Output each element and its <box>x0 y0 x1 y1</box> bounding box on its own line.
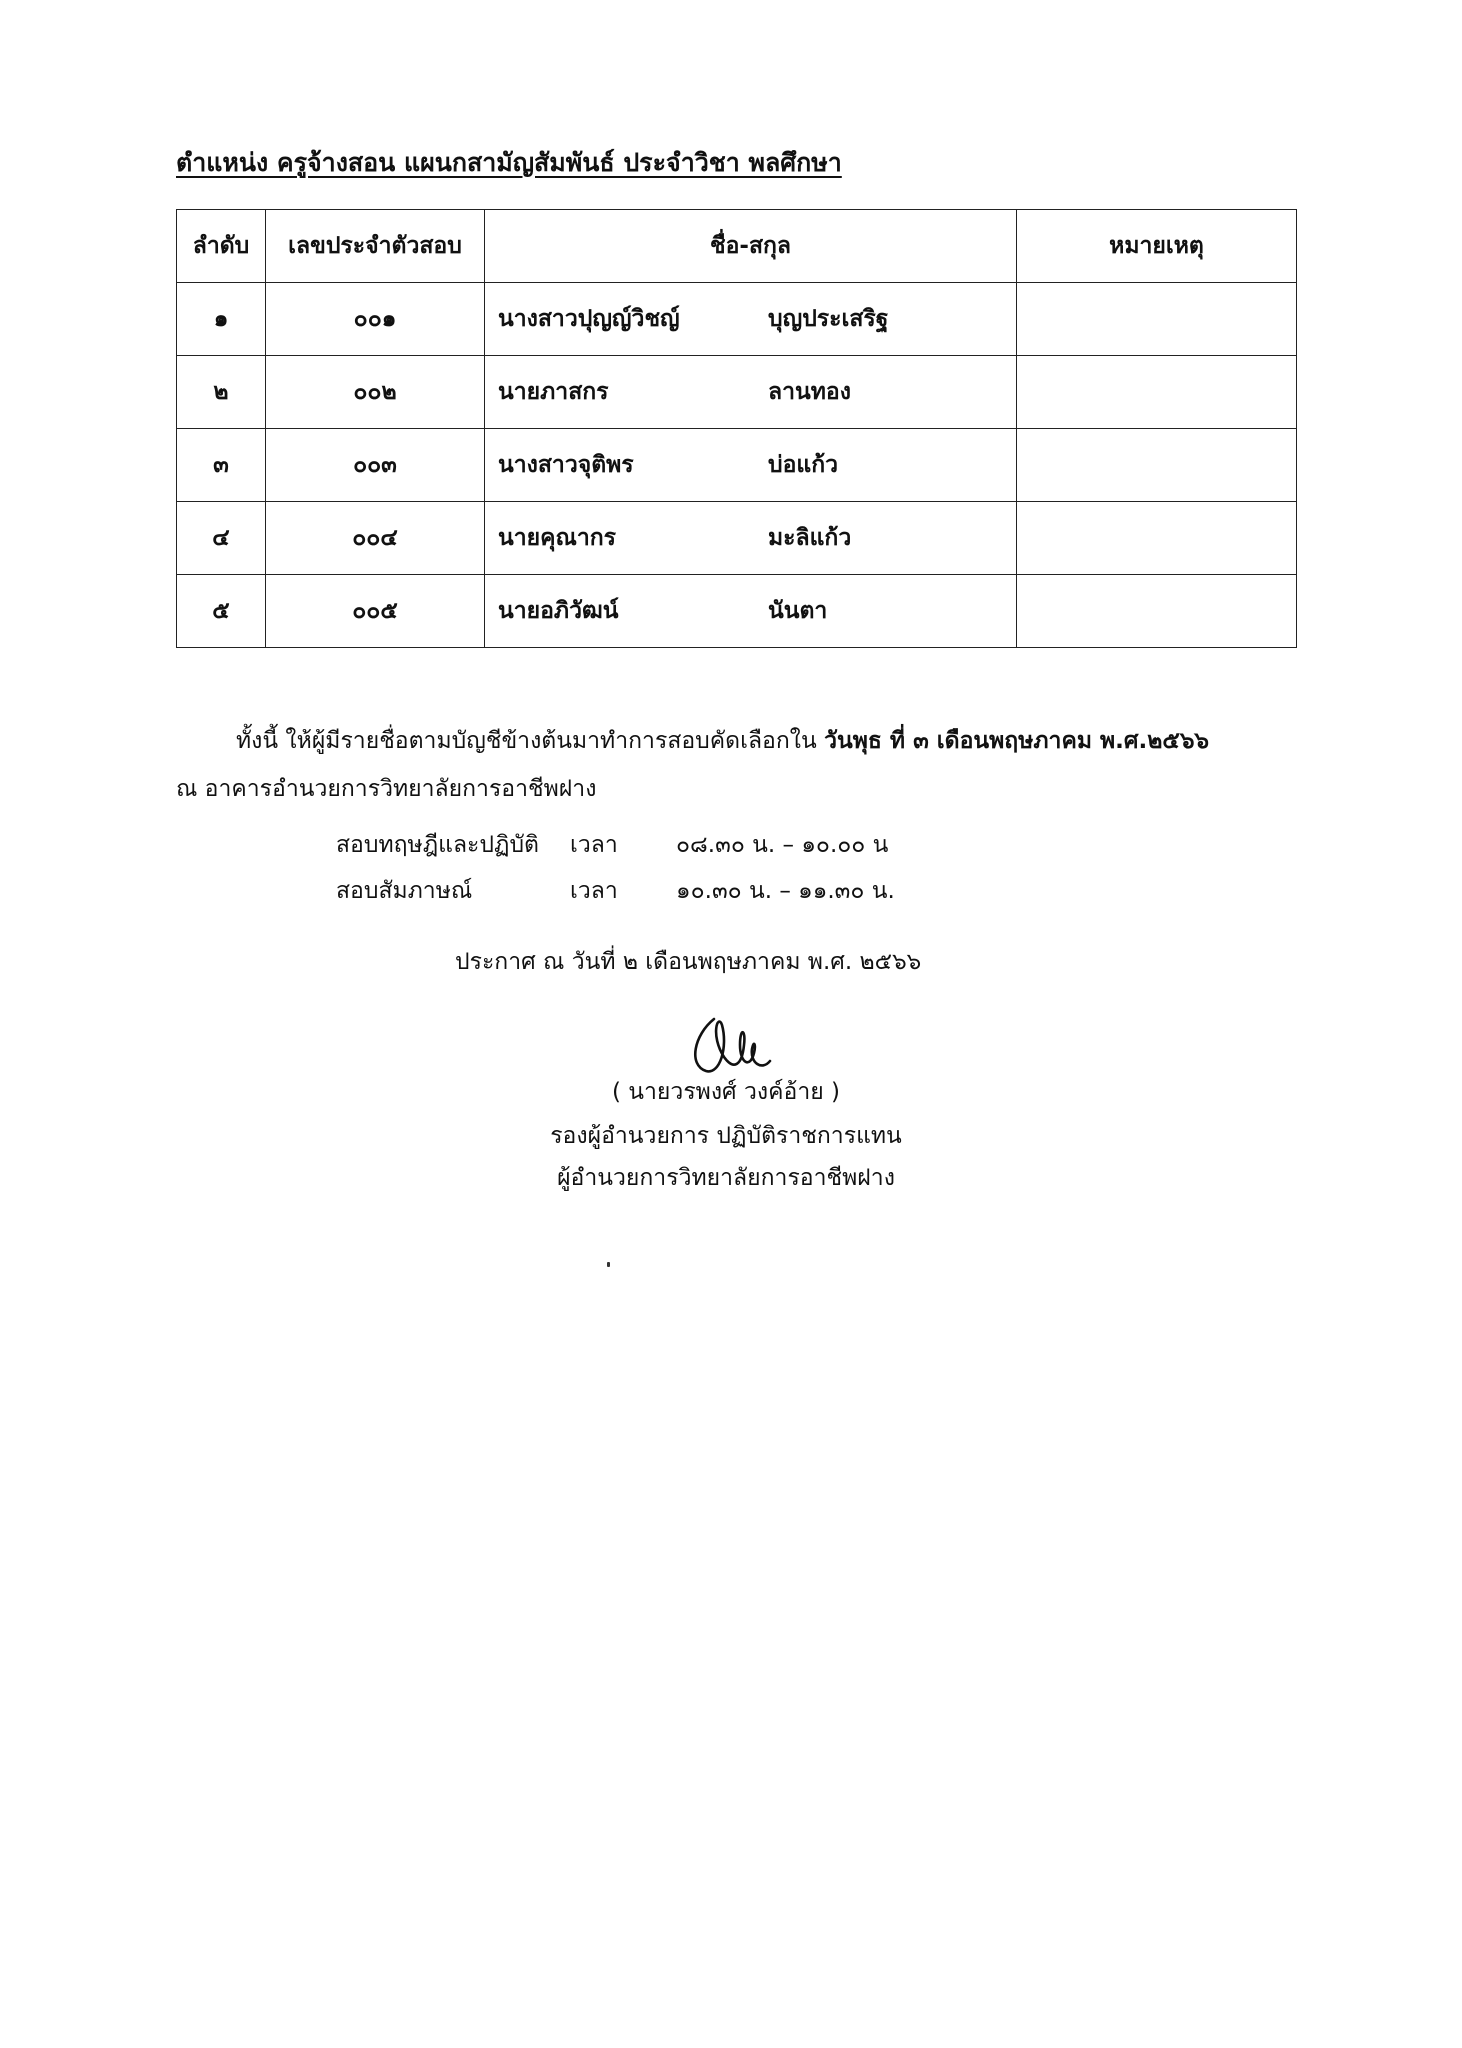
cell-exam-id: ๐๐๕ <box>266 575 485 648</box>
cell-order: ๑ <box>177 283 266 356</box>
cell-remark <box>1017 502 1297 575</box>
table-row <box>177 502 1297 575</box>
table-row <box>177 575 1297 648</box>
first-name: นางสาวปุญญ์วิชญ์ <box>498 306 680 332</box>
header-exam-id: เลขประจำตัวสอบ <box>266 210 485 283</box>
cell-full-name <box>485 283 1017 356</box>
header-remark: หมายเหตุ <box>1017 210 1297 283</box>
last-name: ลานทอง <box>768 379 851 405</box>
cell-exam-id: ๐๐๑ <box>266 283 485 356</box>
cell-exam-id: ๐๐๓ <box>266 429 485 502</box>
cell-exam-id: ๐๐๔ <box>266 502 485 575</box>
cell-remark <box>1017 575 1297 648</box>
candidate-table <box>176 209 1297 648</box>
cell-order: ๒ <box>177 356 266 429</box>
cell-full-name <box>485 429 1017 502</box>
signatory-position: รองผู้อำนวยการ ปฏิบัติราชการแทน <box>550 1123 902 1149</box>
cell-full-name <box>485 502 1017 575</box>
first-name: นางสาวจุติพร <box>498 452 634 478</box>
first-name: นายภาสกร <box>498 379 609 405</box>
cell-full-name <box>485 575 1017 648</box>
exam-date: วันพุธ ที่ ๓ เดือนพฤษภาคม พ.ศ.๒๕๖๖ <box>824 728 1210 754</box>
cell-order: ๓ <box>177 429 266 502</box>
last-name: นันตา <box>768 598 828 624</box>
last-name: บ่อแก้ว <box>768 452 839 478</box>
cell-order: ๔ <box>177 502 266 575</box>
table-row <box>177 283 1297 356</box>
header-order: ลำดับ <box>177 210 266 283</box>
cell-remark <box>1017 429 1297 502</box>
schedule-time-theory: ๐๘.๓๐ น. – ๑๐.๐๐ น <box>676 832 889 858</box>
handwritten-signature <box>680 1005 780 1085</box>
last-name: บุญประเสริฐ <box>768 306 889 332</box>
cell-order: ๕ <box>177 575 266 648</box>
exam-date-paragraph <box>236 723 1209 759</box>
schedule-label-theory: สอบทฤษฎีและปฏิบัติ <box>336 832 539 858</box>
table-row <box>177 356 1297 429</box>
exam-venue: ณ อาคารอำนวยการวิทยาลัยการอาชีพฝาง <box>176 776 597 802</box>
signatory-name: ( นายวรพงศ์ วงค์อ้าย ) <box>612 1079 840 1105</box>
signatory-office: ผู้อำนวยการวิทยาลัยการอาชีพฝาง <box>557 1165 895 1191</box>
cell-remark <box>1017 356 1297 429</box>
schedule-time-word: เวลา <box>570 832 618 858</box>
exam-date-intro: ทั้งนี้ ให้ผู้มีรายชื่อตามบัญชีข้างต้นมาทำการสอบคัดเลือกใน <box>236 728 825 754</box>
last-name: มะลิแก้ว <box>768 525 852 551</box>
header-full-name: ชื่อ-สกุล <box>485 210 1017 283</box>
position-heading: ตำแหน่ง ครูจ้างสอน แผนกสามัญสัมพันธ์ ประจำวิชา พลศึกษา <box>176 148 842 177</box>
announcement-date: ประกาศ ณ วันที่ ๒ เดือนพฤษภาคม พ.ศ. ๒๕๖๖ <box>455 949 922 975</box>
cell-exam-id: ๐๐๒ <box>266 356 485 429</box>
first-name: นายอภิวัฒน์ <box>498 598 619 624</box>
scan-speck <box>607 1262 610 1267</box>
table-row <box>177 429 1297 502</box>
schedule-time-interview: ๑๐.๓๐ น. – ๑๑.๓๐ น. <box>676 878 895 904</box>
cell-remark <box>1017 283 1297 356</box>
schedule-label-interview: สอบสัมภาษณ์ <box>336 878 473 904</box>
schedule-time-word: เวลา <box>570 878 618 904</box>
cell-full-name <box>485 356 1017 429</box>
table-header-row <box>177 210 1297 283</box>
first-name: นายคุณากร <box>498 525 617 551</box>
